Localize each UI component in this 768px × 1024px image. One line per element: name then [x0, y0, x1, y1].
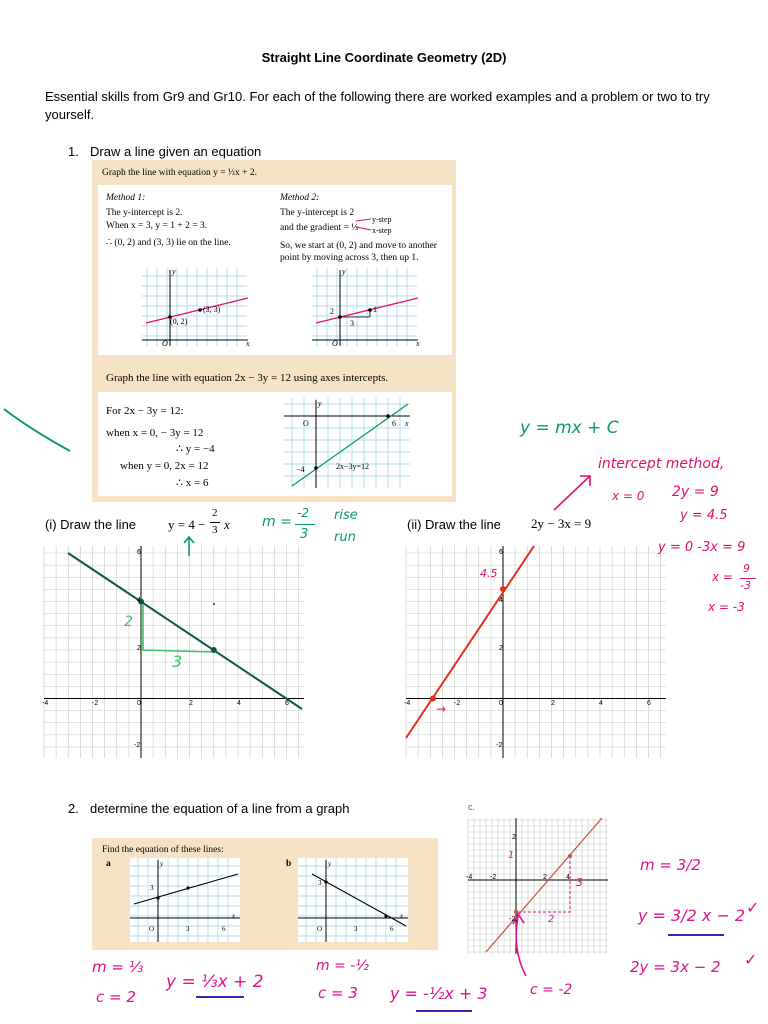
exercise-c-graph	[468, 818, 610, 956]
red-arrow	[550, 470, 596, 514]
run-note: run	[334, 530, 356, 545]
graph-i-x-tick: 0	[137, 700, 141, 707]
task-i-fraction-denominator: 3	[212, 524, 218, 536]
example-2-graph	[284, 398, 414, 490]
graph-2-origin: O	[332, 339, 338, 348]
answer-b-gradient: m = -½	[316, 958, 369, 974]
graph-i-y-tick: 6	[137, 549, 141, 556]
method-2-line-2: and the gradient = ⅓	[280, 223, 359, 233]
task-i-fraction-numerator: 2	[212, 507, 218, 519]
graph-1-y-label: y	[172, 267, 176, 276]
method-2-line-1: The y-intercept is 2	[280, 208, 355, 218]
green-tick-mark	[0, 405, 80, 457]
answer-b-underline	[416, 1010, 472, 1012]
graph-i-y-tick: 2	[137, 645, 141, 652]
answer-a-intercept: c = 2	[96, 988, 136, 1006]
exercise-b-x-label: x	[400, 912, 404, 920]
method-2-label: Method 2:	[280, 193, 320, 203]
answer-a-gradient: m = ⅓	[92, 958, 144, 976]
intro-paragraph: Essential skills from Gr9 and Gr10. For each of the following there are worked examples and a problem or two to try yourself.	[45, 89, 710, 122]
example-1-title: Graph the line with equation y = ⅓x + 2.	[102, 168, 258, 178]
graph-2-label-one: 1	[373, 305, 377, 314]
x-zero-note: x = 0	[612, 489, 645, 503]
section-1-heading: Draw a line given an equation	[90, 144, 262, 159]
graph-ii	[406, 546, 668, 760]
exercise-c-two-note: 2	[548, 914, 555, 925]
gradient-bar	[295, 524, 315, 525]
exercise-c-three-note: 3	[576, 876, 583, 889]
exercise-a-x-tick-2: 6	[222, 925, 226, 933]
x-fraction-num: 9	[743, 562, 750, 575]
method-2-graph	[312, 268, 422, 352]
graph-ii-x-tick: 4	[599, 700, 603, 707]
exercise-c-label: c.	[468, 802, 476, 812]
exercise-a-y-label: y	[160, 860, 164, 868]
exercise-a-y-tick: 3	[150, 884, 154, 892]
gradient-numerator: -2	[297, 506, 309, 520]
method-1-line-3: ∴ (0, 2) and (3, 3) lie on the line.	[106, 238, 231, 248]
exercise-c-x-tick-2: -2	[490, 874, 497, 881]
exercise-c-one-note: 1	[508, 850, 515, 861]
exercise-box-title: Find the equation of these lines:	[102, 845, 224, 855]
answer-c-check-2: ✓	[744, 950, 758, 969]
two-y-nine-note: 2y = 9	[672, 484, 719, 500]
graph-1-point-b: (3, 3)	[203, 305, 221, 314]
example-2-origin: O	[303, 419, 309, 428]
intercept-method-note: intercept method,	[598, 456, 725, 472]
x-neg-three-note: x = -3	[708, 600, 745, 614]
graph-ii-x-tick: 0	[499, 700, 503, 707]
magenta-pointer-arrow	[508, 910, 534, 980]
x-fraction-den: -3	[740, 579, 751, 592]
example-2-line-4: when y = 0, 2x = 12	[120, 460, 209, 472]
graph-ii-x-tick: 6	[647, 700, 651, 707]
example-2-line-3: ∴ y = −4	[176, 443, 215, 455]
graph-1-x-label: x	[246, 339, 250, 348]
method-1-label: Method 1:	[106, 193, 146, 203]
graph-ii-y-tick: 4	[499, 597, 503, 604]
graph-ii-y-tick: 6	[499, 549, 503, 556]
task-i-fraction-bar	[210, 522, 220, 523]
exercise-b-y-tick: 3	[318, 879, 322, 887]
y-step-label: y-step	[372, 215, 392, 224]
graph-ii-intercept-note: 4.5	[480, 567, 498, 580]
method-1-line-1: The y-intercept is 2.	[106, 208, 183, 218]
section-2-number: 2.	[68, 801, 79, 816]
graph-ii-x-tick: 2	[551, 700, 555, 707]
example-2-six: 6	[392, 419, 396, 428]
exercise-b-x-tick-1: 3	[354, 925, 358, 933]
answer-c-gradient: m = 3/2	[640, 856, 701, 874]
exercise-c-x-tick-3: 4	[566, 874, 570, 881]
section-2-heading: determine the equation of a line from a graph	[90, 801, 350, 816]
graph-i-x-tick: -2	[92, 700, 99, 707]
answer-c-equation-2: 2y = 3x − 2	[630, 958, 721, 976]
exercise-b-origin: O	[317, 925, 323, 933]
exercise-b-x-tick-2: 6	[390, 925, 394, 933]
example-2-line-2: when x = 0, − 3y = 12	[106, 427, 204, 439]
graph-i-rise-note: 2	[124, 614, 133, 630]
task-ii-label: (ii) Draw the line	[407, 517, 501, 532]
example-2-line-5: ∴ x = 6	[176, 477, 209, 489]
graph-ii-x-tick: -4	[404, 700, 411, 707]
slope-intercept-formula: y = mx + C	[520, 418, 619, 438]
step-arrows	[354, 214, 374, 238]
gradient-denominator: 3	[300, 527, 309, 542]
graph-i-x-tick: 6	[285, 700, 289, 707]
green-up-arrow	[182, 534, 196, 558]
method-2-line-3: So, we start at (0, 2) and move to another	[280, 241, 437, 251]
section-1-number: 1.	[68, 144, 79, 159]
graph-2-y-label: y	[342, 267, 346, 276]
answer-c-intercept: c = -2	[530, 982, 573, 998]
graph-i-y-tick: -2	[134, 742, 141, 749]
y-four-five-note: y = 4.5	[680, 508, 728, 523]
graph-2-x-label: x	[416, 339, 420, 348]
exercise-c-x-tick-1: 2	[543, 874, 547, 881]
task-i-equation-part-a: y = 4 −	[168, 517, 206, 532]
exercise-c-y-tick-1: 2	[512, 834, 516, 841]
example-2-y-label: y	[318, 399, 322, 408]
exercise-c-y-tick-2: -2	[509, 916, 516, 923]
graph-2-label-three: 3	[350, 319, 354, 328]
exercise-b-y-label: y	[328, 860, 332, 868]
graph-1-point-a: (0, 2)	[170, 317, 188, 326]
page-title: Straight Line Coordinate Geometry (2D)	[261, 50, 507, 65]
task-ii-equation: 2y − 3x = 9	[531, 516, 592, 531]
x-step-label: x-step	[372, 226, 392, 235]
exercise-a-origin: O	[149, 925, 155, 933]
exercise-a-x-label: x	[232, 912, 236, 920]
exercise-b-label: b	[286, 859, 292, 869]
method-1-graph	[142, 268, 252, 352]
example-2-x-label: x	[405, 419, 409, 428]
graph-i-x-tick: 2	[189, 700, 193, 707]
graph-ii-y-tick: -2	[496, 742, 503, 749]
example-2-title: Graph the line with equation 2x − 3y = 12 using axes intercepts.	[106, 372, 389, 384]
gradient-note: m =	[262, 514, 292, 530]
graph-1-origin: O	[162, 339, 168, 348]
rise-note: rise	[334, 508, 358, 523]
method-2-line-4: point by moving across 3, then up 1.	[280, 253, 419, 263]
answer-a-equation: y = ⅓x + 2	[166, 972, 264, 992]
answer-c-equation: y = 3/2 x − 2	[638, 906, 746, 925]
graph-i-x-tick: 4	[237, 700, 241, 707]
graph-2-label-two: 2	[330, 307, 334, 316]
answer-c-check-1: ✓	[746, 898, 760, 917]
answer-b-equation: y = -½x + 3	[390, 984, 488, 1003]
example-2-neg4: −4	[296, 465, 305, 474]
graph-i-x-tick: -4	[42, 700, 49, 707]
method-1-line-2: When x = 3, y = 1 + 2 = 3.	[106, 221, 208, 231]
graph-ii-x-tick: -2	[454, 700, 461, 707]
answer-c-underline	[668, 934, 724, 936]
x-fraction-note: x =	[712, 570, 733, 584]
exercise-c-x-tick-4: -4	[466, 874, 473, 881]
answer-b-intercept: c = 3	[318, 984, 358, 1002]
exercise-a-label: a	[106, 859, 111, 869]
exercise-a-x-tick-1: 3	[186, 925, 190, 933]
task-i-label: (i) Draw the line	[45, 517, 137, 532]
graph-i-run-note: 3	[172, 652, 183, 671]
task-i-equation-part-b: x	[224, 517, 230, 532]
example-2-equation-label: 2x−3y=12	[336, 462, 370, 471]
graph-ii-y-tick: 2	[499, 645, 503, 652]
graph-ii-arrow-note: →	[436, 702, 447, 716]
graph-i-y-tick: 4	[137, 597, 141, 604]
y-zero-note: y = 0 -3x = 9	[658, 540, 746, 555]
answer-a-underline	[196, 996, 244, 998]
example-2-line-1: For 2x − 3y = 12:	[106, 405, 184, 417]
